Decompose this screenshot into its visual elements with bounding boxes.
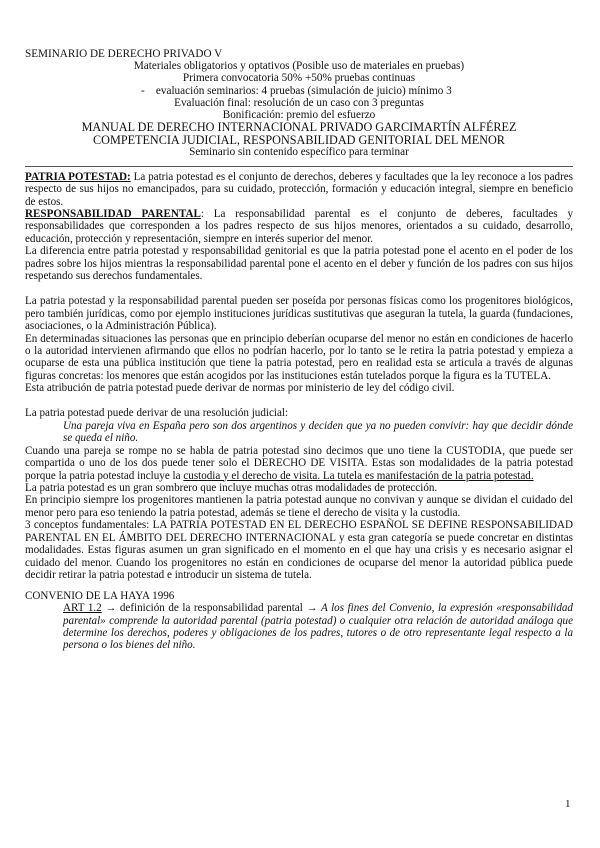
convenio-title: CONVENIO DE LA HAYA 1996 <box>25 589 175 602</box>
custody-paragraph <box>25 445 573 482</box>
patria-potestad-definition <box>25 171 573 208</box>
patria-potestad-text: La patria potestad es el conjunto de derechos, deberes y facultades que la ley reconoce a los padres respecto de sus hijos no emancipados, para su cuidado, protección, formación y educación integral, siempre en beneficio de estos. <box>25 170 573 208</box>
article-text: → definición de la responsabilidad parental → <box>101 602 321 615</box>
document-body <box>25 171 573 652</box>
responsabilidad-parental-label: RESPONSABILIDAD PARENTAL <box>25 207 201 220</box>
topic-title: COMPETENCIA JUDICIAL, RESPONSABILIDAD GENITORIAL DEL MENOR <box>93 132 505 147</box>
attribution-paragraph: Esta atribución de patria potestad puede derivar de normas por ministerio de ley del código civil. <box>25 382 455 395</box>
header-divider <box>25 166 573 167</box>
document-page <box>25 48 573 652</box>
spacer <box>25 283 573 296</box>
responsabilidad-parental-definition <box>25 208 573 245</box>
responsabilidad-parental-text: : La responsabilidad parental es el conjunto de deberes, facultades y responsabilidades que corresponden a los padres respecto de sus hijos menores, orientados a su cuidado, desarrollo, educación, protección y representación, siempre en interés superior del menor. <box>25 207 574 245</box>
page-number: 1 <box>565 798 571 810</box>
materials-line: Materiales obligatorios y optativos (Posible uso de materiales en pruebas) <box>133 60 465 73</box>
final-evaluation-line: Evaluación final: resolución de un caso con 3 preguntas <box>174 96 424 109</box>
seminar-note: Seminario sin contenido específico para terminar <box>189 146 409 159</box>
document-header <box>25 48 573 159</box>
article-paragraph <box>25 602 573 652</box>
custody-underlined-text: custodia y el derecho de visita. La tutela es manifestación de la patria potestad. <box>183 469 534 482</box>
article-label: ART 1.2 <box>63 602 102 615</box>
umbrella-paragraph: La patria potestad es un gran sombrero que incluye muchas otras modalidades de protección. <box>25 482 438 495</box>
article-quote: A los fines del Convenio, la expresión «responsabilidad parental» comprende la autoridad parental (patria potestad) o cualquier otra relación de autoridad análoga que determine los derechos, poderes y obligaciones de los padres, tutores o de otro representante legal respecto a la persona o los bienes del niño. <box>63 602 573 652</box>
bullet-dash: - <box>141 84 145 97</box>
course-title: SEMINARIO DE DERECHO PRIVADO V <box>25 48 223 60</box>
principle-paragraph: En principio siempre los progenitores mantienen la patria potestad aunque no convivan y aunque se dividan el cuidado del menor pero para eso teniendo la patria potestad, además se tiene el derecho de visita y la custodia. <box>25 494 573 519</box>
manual-title: MANUAL DE DERECHO INTERNACIONAL PRIVADO GARCIMARTÍN ALFÉREZ <box>81 120 517 135</box>
spacer <box>25 395 573 408</box>
holders-paragraph: La patria potestad y la responsabilidad parental pueden ser poseída por personas físicas como los progenitores biológicos, pero también jurídicas, como por ejemplo instituciones jurídicas sustitutivas que aseguran la tutela, la guarda (fundaciones, asociaciones, o la Administración Pública). <box>25 295 573 333</box>
concepts-paragraph: 3 conceptos fundamentales: LA PATRIA POTESTAD EN EL DERECHO ESPAÑOL SE DEFINE RESPONSABILIDAD PARENTAL EN EL ÁMBITO DEL DERECHO INTERNACIONAL y esta gran categoría se puede concretar en distintas modalidades. Estas figuras asumen un gran significado en el momento en el que hay una crisis y es necesario asignar el cuidado del menor. Cuando los progenitores no están en condiciones de ocuparse del menor la autoridad pública puede decidir retirar la patria potestad e introducir un sistema de tutela. <box>25 519 573 582</box>
seminar-evaluation-text: evaluación seminarios: 4 pruebas (simulación de juicio) mínimo 3 <box>155 84 452 97</box>
intervention-paragraph: En determinadas situaciones las personas que en principio deberían ocuparse del menor no están en condiciones de hacerlo o la autoridad intervienen afirmando que ellos no podrían hacerlo, por lo tanto se le retira la patria potestad y empieza a ocuparse de esta una pública institución que tiene la patria potestad, pero en realidad esta se articula a través de algunas figuras concretas: los menores que están acogidos por las instituciones están tutelados porque la figura es la TUTELA. <box>25 332 573 382</box>
difference-paragraph: La diferencia entre patria potestad y responsabilidad genitorial es que la patria potestad pone el acento en el poder de los padres sobre los hijos mientras la responsabilidad parental pone el acento en el deber y función de los padres con sus hijos respetando sus derechos fundamentales. <box>25 245 573 283</box>
patria-potestad-label: PATRIA POTESTAD: <box>25 170 131 183</box>
judicial-resolution-paragraph: La patria potestad puede derivar de una resolución judicial: <box>25 407 289 420</box>
spacer <box>25 582 573 590</box>
custody-text: Cuando una pareja se rompe no se habla de patria potestad sino decimos que uno tiene la CUSTODIA, que puede ser compartida o uno de los dos puede tener solo el DERECHO DE VISITA. Estas son modalidades de la patria potestad porque la patria potestad incluye la <box>25 444 573 482</box>
bonus-line: Bonificación: premio del esfuerzo <box>222 109 376 122</box>
first-call-line: Primera convocatoria 50% +50% pruebas continuas <box>182 72 416 85</box>
seminar-evaluation-line <box>25 85 573 97</box>
example-paragraph: Una pareja viva en España pero son dos argentinos y deciden que ya no pueden convivir: hay que decidir dónde se queda el niño. <box>63 419 573 445</box>
